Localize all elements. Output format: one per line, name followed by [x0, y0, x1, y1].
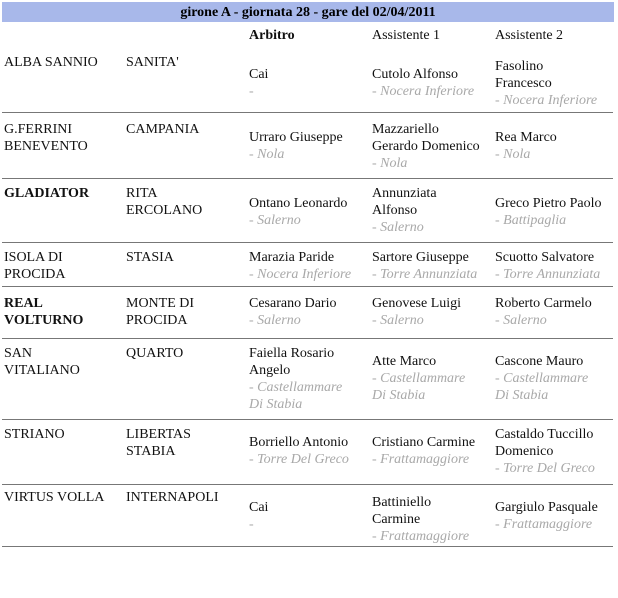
assistente2-name: Gargiulo Pasquale [495, 500, 598, 515]
assistente2-city: - Battipaglia [495, 213, 567, 228]
assistente1-name: Sartore Giuseppe [372, 250, 469, 265]
home-team-label: ALBA SANNIO [4, 55, 98, 70]
assistente2-city: - Castellammare Di Stabia [495, 371, 589, 403]
assistente1-name: Atte Marco [372, 354, 437, 369]
home-team-label: GLADIATOR [4, 186, 90, 201]
away-team [126, 54, 244, 71]
table-row [0, 113, 618, 179]
header-assistente-1: Assistente 1 [372, 28, 441, 43]
assistente1-cell [372, 121, 492, 172]
assistente2-city: - Torre Del Greco [495, 461, 595, 476]
arbitro-name: Ontano Leonardo [249, 196, 348, 211]
away-team [126, 121, 244, 138]
arbitro-cell [249, 129, 369, 163]
assistente1-cell [372, 66, 492, 100]
arbitro-cell [249, 195, 369, 229]
arbitro-name: Cai [249, 500, 269, 515]
assistente1-name: Mazzariello Gerardo Domenico [372, 122, 480, 154]
assistente2-name: Castaldo Tuccillo Domenico [495, 427, 594, 459]
assistente2-city: - Nola [495, 147, 531, 162]
away-team [126, 345, 244, 362]
assistente1-name: Battiniello Carmine [372, 495, 432, 527]
home-team [4, 295, 122, 329]
table-row [0, 48, 618, 113]
away-team [126, 295, 244, 329]
home-team-label: STRIANO [4, 427, 65, 442]
table-row [0, 485, 618, 547]
home-team-label: REAL VOLTURNO [4, 296, 84, 328]
arbitro-cell [249, 434, 369, 468]
away-team-label: STASIA [126, 250, 174, 265]
assistente2-city: - Nocera Inferiore [495, 93, 598, 108]
arbitro-city: - Salerno [249, 313, 301, 328]
assistente1-city: - Frattamaggiore [372, 529, 470, 544]
assistente1-name: Cutolo Alfonso [372, 67, 458, 82]
assistente2-name: Greco Pietro Paolo [495, 196, 602, 211]
arbitro-city: - Nola [249, 147, 285, 162]
home-team-label: ISOLA DI PROCIDA [4, 250, 66, 282]
assistente1-name: Cristiano Carmine [372, 435, 476, 450]
home-team [4, 54, 122, 71]
home-team [4, 249, 122, 283]
assistente1-cell [372, 185, 492, 236]
row-divider [2, 546, 613, 547]
home-team [4, 345, 122, 379]
assistente2-name: Roberto Carmelo [495, 296, 592, 311]
header-arbitro: Arbitro [249, 28, 295, 43]
away-team [126, 489, 244, 506]
assistente1-cell [372, 249, 492, 283]
assistente1-cell [372, 494, 492, 545]
assistente1-city: - Castellammare Di Stabia [372, 371, 466, 403]
assistente2-cell [495, 129, 617, 163]
arbitro-city: - Salerno [249, 213, 301, 228]
arbitro-name: Faiella Rosario Angelo [249, 346, 335, 378]
away-team-label: SANITA' [126, 55, 179, 70]
assistente2-cell [495, 295, 617, 329]
assistente2-name: Cascone Mauro [495, 354, 584, 369]
home-team [4, 121, 122, 155]
assistente2-cell [495, 58, 617, 109]
assistente1-city: - Salerno [372, 220, 424, 235]
assistente1-city: - Frattamaggiore [372, 452, 470, 467]
away-team [126, 185, 244, 219]
assistente2-name: Rea Marco [495, 130, 557, 145]
assistente1-city: - Nola [372, 156, 408, 171]
assistente1-name: Genovese Luigi [372, 296, 462, 311]
page-title: girone A - giornata 28 - gare del 02/04/2011 [2, 2, 614, 22]
header-assistente-2: Assistente 2 [495, 28, 564, 43]
assistente1-cell [372, 353, 492, 404]
table-row [0, 179, 618, 243]
assistente2-cell [495, 353, 617, 404]
assistente2-name: Scuotto Salvatore [495, 250, 595, 265]
assistente2-city: - Salerno [495, 313, 547, 328]
away-team [126, 426, 244, 460]
arbitro-name: Marazia Paride [249, 250, 335, 265]
away-team-label: INTERNAPOLI [126, 490, 219, 505]
away-team-label: CAMPANIA [126, 122, 200, 137]
assistente1-cell [372, 295, 492, 329]
arbitro-cell [249, 249, 369, 283]
assistente2-cell [495, 499, 617, 533]
arbitro-city: - [249, 517, 254, 532]
assistente1-cell [372, 434, 492, 468]
arbitro-city: - Torre Del Greco [249, 452, 349, 467]
arbitro-cell [249, 345, 369, 413]
table-row [0, 339, 618, 420]
assistente2-name: Fasolino Francesco [495, 59, 552, 91]
home-team [4, 185, 122, 202]
arbitro-cell [249, 499, 369, 533]
arbitro-name: Cesarano Dario [249, 296, 337, 311]
away-team [126, 249, 244, 266]
home-team [4, 426, 122, 443]
away-team-label: LIBERTAS STABIA [126, 427, 191, 459]
home-team-label: G.FERRINI BENEVENTO [4, 122, 88, 154]
away-team-label: QUARTO [126, 346, 184, 361]
arbitro-city: - Castellammare Di Stabia [249, 380, 343, 412]
arbitro-name: Urraro Giuseppe [249, 130, 343, 145]
arbitro-name: Borriello Antonio [249, 435, 349, 450]
arbitro-cell [249, 295, 369, 329]
assistente2-city: - Frattamaggiore [495, 517, 593, 532]
home-team-label: VIRTUS VOLLA [4, 490, 105, 505]
table-row [0, 287, 618, 339]
assistente1-city: - Torre Annunziata [372, 267, 478, 282]
assistente2-city: - Torre Annunziata [495, 267, 601, 282]
assistente1-city: - Nocera Inferiore [372, 84, 475, 99]
assistente1-city: - Salerno [372, 313, 424, 328]
assistente2-cell [495, 195, 617, 229]
away-team-label: MONTE DI PROCIDA [126, 296, 195, 328]
arbitro-city: - Nocera Inferiore [249, 267, 352, 282]
assistente2-cell [495, 249, 617, 283]
home-team-label: SAN VITALIANO [4, 346, 80, 378]
away-team-label: RITA ERCOLANO [126, 186, 203, 218]
arbitro-cell [249, 66, 369, 100]
home-team [4, 489, 122, 506]
table-row [0, 420, 618, 485]
arbitro-name: Cai [249, 67, 269, 82]
table-row [0, 243, 618, 287]
arbitro-city: - [249, 84, 254, 99]
assistente1-name: Annunziata Alfonso [372, 186, 437, 218]
assistente2-cell [495, 426, 617, 477]
